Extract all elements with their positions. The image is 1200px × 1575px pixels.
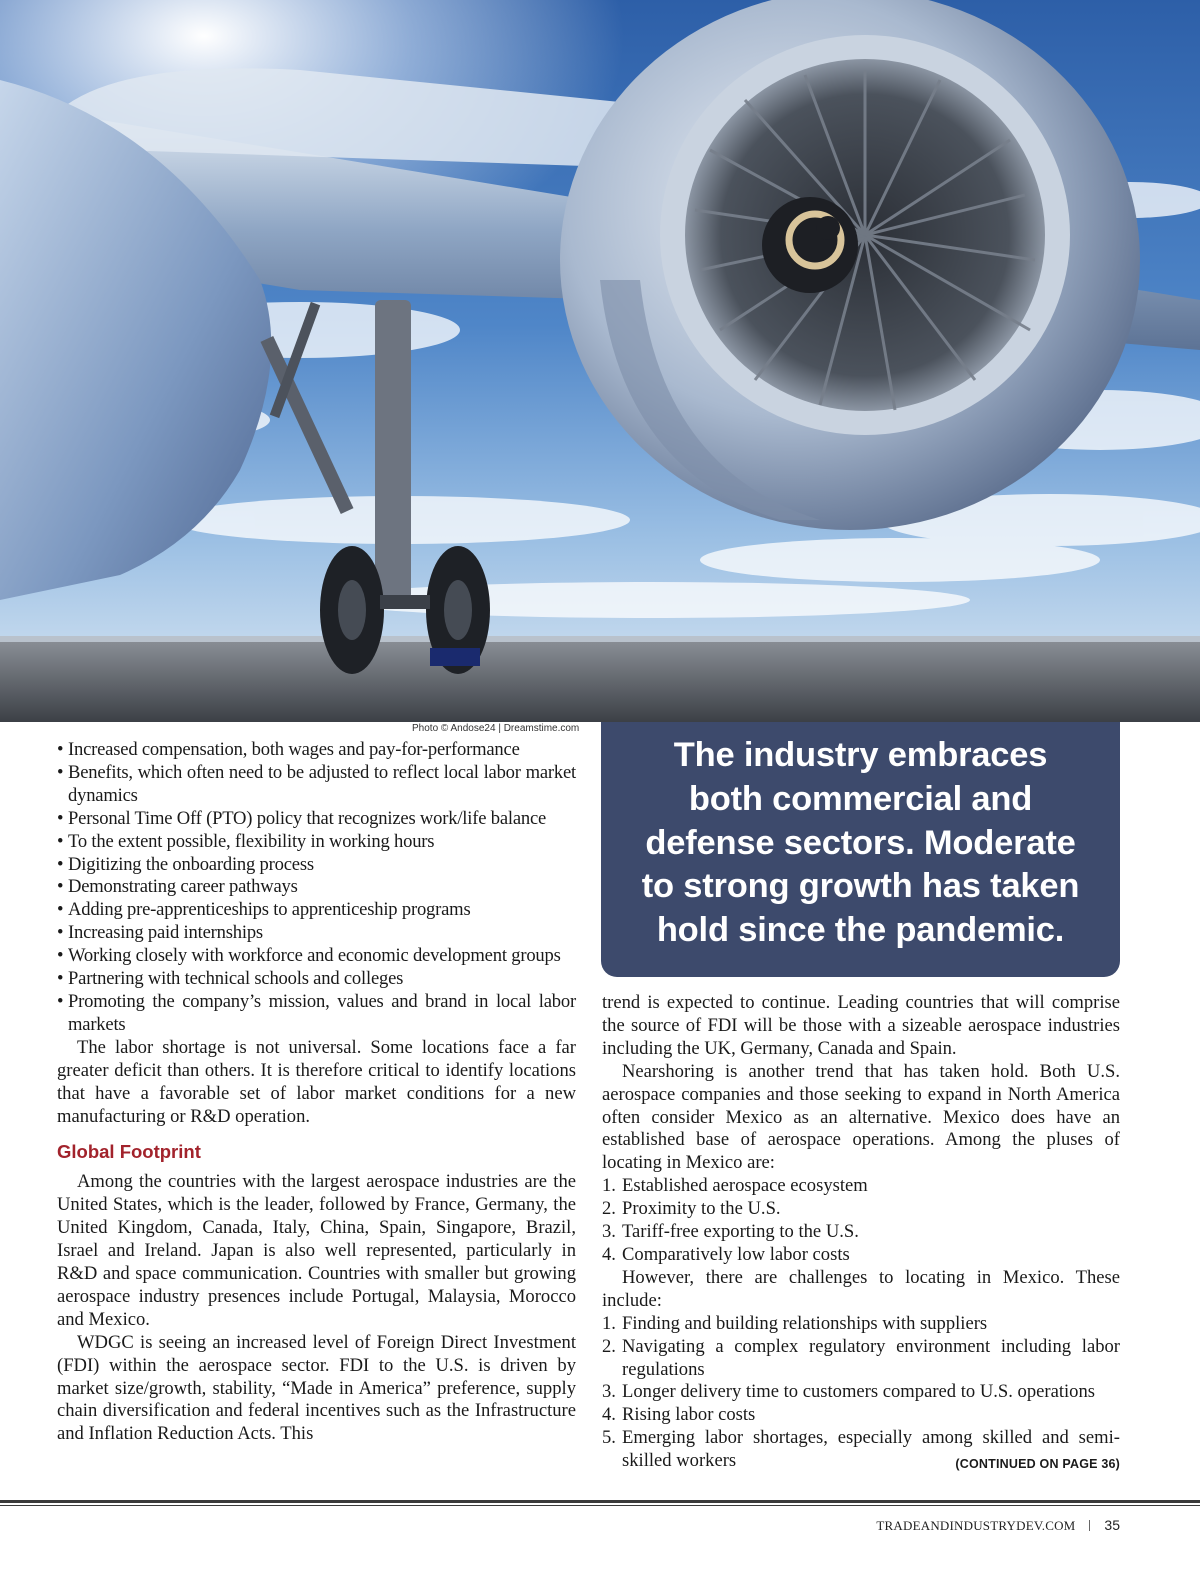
footer-rule-thin (0, 1505, 1200, 1506)
list-item: 3. Longer delivery time to customers compared to U.S. operations (602, 1381, 1095, 1403)
list-item: 1. Established aerospace ecosystem (602, 1175, 868, 1197)
list-item: • Digitizing the onboarding process (57, 853, 314, 875)
paragraph-wdgc-fdi: WDGC is seeing an increased level of Foreign Direct Investment (FDI) within the aerospace sector. FDI to the U.S. is driven by market size/growth, stability, “Made in America” preference, supply chain diversification and federal incentives such as the Infrastructure and Inflation Reduction Acts. This (57, 1331, 576, 1445)
pull-quote-line: defense sectors. Moderate (645, 823, 1076, 862)
hero-photo (0, 0, 1200, 722)
pull-quote-line: hold since the pandemic. (656, 911, 1065, 950)
footer-rule (0, 1500, 1200, 1503)
footer-divider (1089, 1520, 1090, 1531)
page-number: 35 (1104, 1517, 1120, 1533)
pull-quote-line: both commercial and (688, 779, 1033, 818)
photo-credit: Photo © Andose24 | Dreamstime.com (412, 723, 580, 734)
list-item: 2. Proximity to the U.S. (602, 1198, 781, 1220)
pull-quote (601, 722, 1120, 977)
mexico-pluses-list (602, 1175, 1120, 1267)
list-item: • To the extent possible, flexibility in working hours (57, 830, 435, 852)
mexico-challenges-list (602, 1313, 1120, 1473)
list-item: 4. Rising labor costs (602, 1404, 756, 1426)
list-item: • Increasing paid internships (57, 922, 263, 944)
paragraph-countries: Among the countries with the largest aerospace industries are the United States, which is the leader, followed by France, Germany, the United Kingdom, Canada, Italy, China, Spain, Singapore, Brazil, Israel and Ireland. Japan is also well represented, particularly in R&D and space communication. Countries with smaller but growing aerospace industry presences include Portugal, Malaysia, Morocco and Mexico. (57, 1171, 576, 1330)
retention-strategies-list (57, 739, 576, 1037)
section-heading: Global Footprint (57, 1141, 201, 1163)
list-item: 2. Navigating a complex regulatory environment including labor regulations (602, 1335, 1120, 1380)
list-item: • Increased compensation, both wages and pay-for-performance (57, 739, 520, 760)
paragraph-trend: trend is expected to continue. Leading countries that will comprise the source of FDI will be those with a sizeable aerospace industries including the UK, Germany, Canada and Spain. (602, 992, 1120, 1059)
pull-quote-line: The industry embraces (673, 736, 1048, 774)
list-item: • Adding pre-apprenticeships to apprenticeship programs (57, 899, 471, 921)
right-column (602, 992, 1120, 1476)
page-footer (876, 1517, 1120, 1534)
footer-site-name: TRADEANDINDUSTRYDEV.COM (876, 1518, 1076, 1533)
list-item: 3. Tariff-free exporting to the U.S. (602, 1221, 859, 1243)
pull-quote-line: to strong growth has taken (641, 867, 1080, 906)
continued-on-page-link[interactable]: (CONTINUED ON PAGE 36) (955, 1457, 1120, 1472)
left-column (57, 739, 576, 1446)
list-item: • Promoting the company’s mission, values and brand in local labor markets (57, 990, 576, 1035)
paragraph-challenges: However, there are challenges to locating in Mexico. These include: (602, 1266, 1120, 1311)
list-item: 5. Emerging labor shortages, especially among skilled and semi-skilled workers (CONTINUED ON PAGE 36) (602, 1427, 1120, 1473)
list-item: • Partnering with technical schools and colleges (57, 968, 404, 990)
list-item: • Demonstrating career pathways (57, 876, 298, 898)
airplane-engine-photo (0, 0, 1200, 722)
paragraph-labor-shortage: The labor shortage is not universal. Some locations face a far greater deficit than others. It is therefore critical to identify locations that have a favorable set of labor market conditions for a new manufacturing or R&D operation. (57, 1036, 576, 1127)
list-item: • Personal Time Off (PTO) policy that recognizes work/life balance (57, 807, 547, 829)
list-item: • Benefits, which often need to be adjusted to reflect local labor market dynamics (57, 761, 576, 806)
list-item: • Working closely with workforce and economic development groups (57, 945, 561, 967)
paragraph-nearshoring: Nearshoring is another trend that has taken hold. Both U.S. aerospace companies and those seeking to expand in North America often consider Mexico as an alternative. Mexico does have an established base of aerospace operations. Among the pluses of locating in Mexico are: (602, 1060, 1120, 1174)
list-item: 1. Finding and building relationships with suppliers (602, 1312, 988, 1334)
list-item: 4. Comparatively low labor costs (602, 1243, 850, 1265)
